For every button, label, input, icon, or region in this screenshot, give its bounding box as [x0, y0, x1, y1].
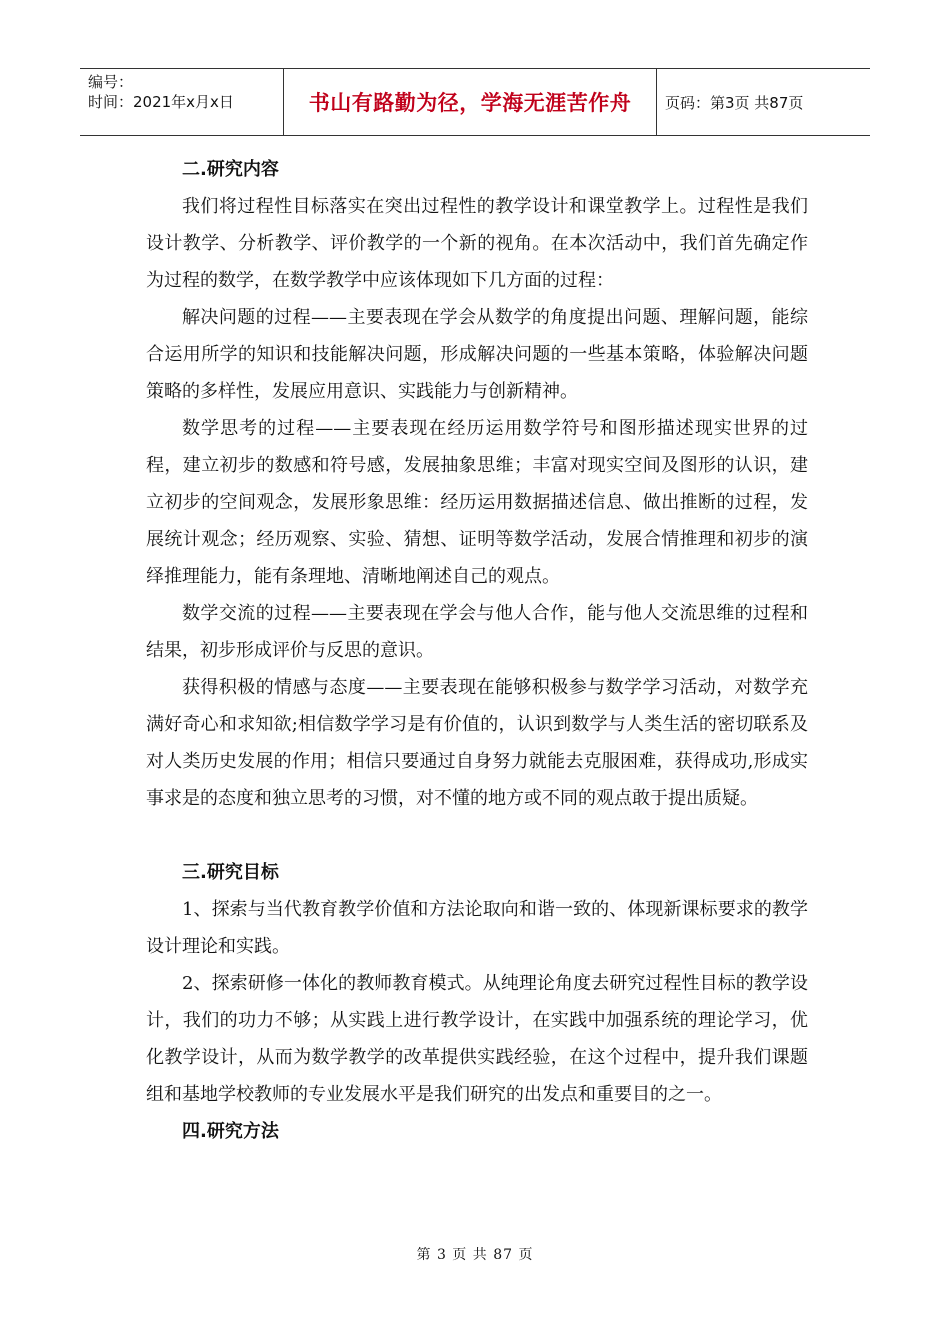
header-motto-cell: [283, 69, 657, 135]
motto-text: 书山有路勤为径，学海无涯苦作舟: [308, 91, 632, 115]
section-heading-content: 二.研究内容: [182, 159, 279, 180]
page-footer: 第 3 页 共 87 页: [416, 1247, 534, 1263]
spacer: [146, 817, 808, 854]
section-heading-goals: 三.研究目标: [182, 862, 279, 883]
time-label: 时间：2021年x月x日: [88, 93, 234, 111]
paragraph: 1、探索与当代教育教学价值和方法论取向和谐一致的、体现新课标要求的教学设计理论和实践。: [146, 899, 808, 957]
number-label: 编号：: [88, 73, 134, 91]
paragraph: 获得积极的情感与态度——主要表现在能够积极参与数学学习活动，对数学充满好奇心和求知欲;相信数学学习是有价值的，认识到数学与人类生活的密切联系及对人类历史发展的作用；相信只要通过自身努力就能去克服困难，获得成功,形成实事求是的态度和独立思考的习惯，对不懂的地方或不同的观点敢于提出质疑。: [146, 677, 808, 809]
section-heading-methods: 四.研究方法: [182, 1121, 279, 1142]
page-label: 页码：第3页 共87页: [665, 93, 804, 112]
paragraph: 2、探索研修一体化的教师教育模式。从纯理论角度去研究过程性目标的教学设计，我们的功力不够；从实践上进行教学设计，在实践中加强系统的理论学习，优化教学设计，从而为数学教学的改革提供实践经验，在这个过程中，提升我们课题组和基地学校教师的专业发展水平是我们研究的出发点和重要目的之一。: [146, 973, 808, 1105]
header-page-cell: [657, 69, 870, 135]
paragraph: 数学交流的过程——主要表现在学会与他人合作，能与他人交流思维的过程和结果，初步形成评价与反思的意识。: [146, 603, 808, 661]
paragraph: 我们将过程性目标落实在突出过程性的教学设计和课堂教学上。过程性是我们设计教学、分析教学、评价教学的一个新的视角。在本次活动中，我们首先确定作为过程的数学，在数学教学中应该体现如下几方面的过程：: [146, 196, 808, 291]
page-header: [80, 68, 870, 136]
paragraph: 数学思考的过程——主要表现在经历运用数学符号和图形描述现实世界的过程，建立初步的数感和符号感，发展抽象思维；丰富对现实空间及图形的认识，建立初步的空间观念，发展形象思维：经历运用数据描述信息、做出推断的过程，发展统计观念；经历观察、实验、猜想、证明等数学活动，发展合情推理和初步的演绎推理能力，能有条理地、清晰地阐述自己的观点。: [146, 418, 808, 587]
header-meta: [80, 69, 283, 135]
document-body: [146, 151, 808, 1150]
paragraph: 解决问题的过程——主要表现在学会从数学的角度提出问题、理解问题，能综合运用所学的知识和技能解决问题，形成解决问题的一些基本策略，体验解决问题策略的多样性，发展应用意识、实践能力与创新精神。: [146, 307, 808, 402]
